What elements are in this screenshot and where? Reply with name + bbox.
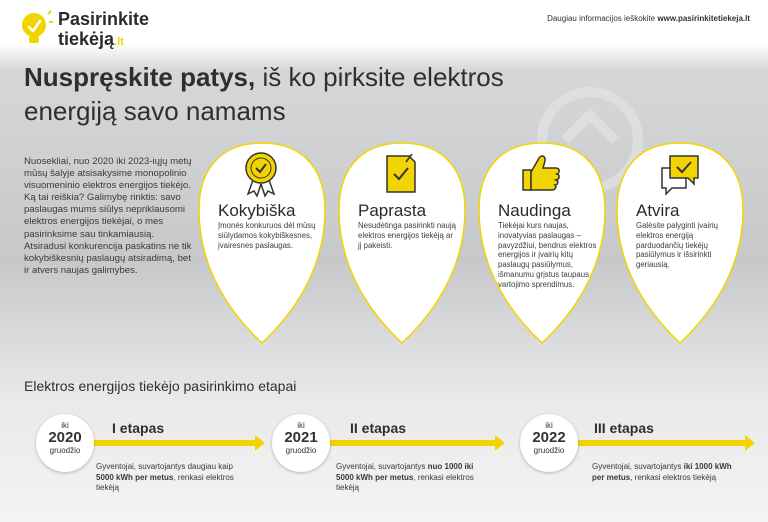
stage-2-label: II etapas [350, 420, 407, 436]
header-info: Daugiau informacijos ieškokite www.pasirinkitetiekeja.lt [547, 14, 750, 23]
stage-1-text: Gyventojai, suvartojantys daugiau kaip 5000 kWh per metus, renkasi elektros tiekėją [96, 462, 234, 492]
lightbulb-logo-icon [18, 10, 54, 48]
stage-1-date: iki 2020 gruodžio [36, 414, 94, 472]
intro-paragraph: Nuosekliai, nuo 2020 iki 2023-iųjų metų mūsų šalyje atsisakysime monopolinio visuomeninio elektros energijos tiekėjo. Ką tai reiškia? Galimybę rinktis: savo paslaugas mums siūlys nepriklausomi elektros energijos tiekėjai, o mes pasirinksime sau tinkamiausią. Atsiradusi konkurencija paskatins ne tik kokybiškesnių paslaugų atsiradimą, bet ir atvers naujas galimybes. [24, 156, 192, 276]
stage-3-date: iki 2022 gruodžio [520, 414, 578, 472]
card-title: Atvira [636, 201, 680, 220]
medal-check-icon [236, 148, 286, 198]
page-title-line2: energiją savo namams [24, 96, 286, 126]
logo-text-2: tiekėją.lt [58, 29, 124, 49]
stage-3-text: Gyventojai, suvartojantys iki 1000 kWh per metus, renkasi elektros tiekėją [592, 462, 732, 482]
card-text: Tiekėjai kurs naujas, inovatyvias paslaugas – pavyzdžiui, bendrus elektros energijos ir įvairių kitų paslaugų pasiūlymus, išmanumu grįstus taupaus vartojimo sprendimus. [498, 221, 597, 289]
stages-title: Elektros energijos tiekėjo pasirinkimo etapai [24, 378, 297, 394]
logo-text: Pasirinkite [58, 9, 150, 29]
document-check-icon [376, 148, 426, 198]
stage-1-label: I etapas [112, 420, 165, 436]
card-text: Įmonės konkuruos dėl mūsų siūlydamos kokybiškesnes, įvairesnes paslaugas. [218, 221, 316, 250]
card-atvira [614, 140, 746, 346]
card-text: Galėsite palyginti įvairių elektros energiją parduodančių tiekėjų pasiūlymus ir išsirinkti geriausią. [636, 221, 718, 270]
website-link[interactable]: www.pasirinkitetiekeja.lt [657, 14, 750, 23]
stage-2-text: Gyventojai, suvartojantys nuo 1000 iki 5000 kWh per metus, renkasi elektros tiekėją [336, 462, 474, 492]
card-title: Naudinga [498, 201, 571, 220]
stage-2-date: iki 2021 gruodžio [272, 414, 330, 472]
card-title: Paprasta [358, 201, 427, 220]
chat-check-icon [654, 148, 704, 198]
card-title: Kokybiška [218, 201, 296, 220]
card-kokybiska [196, 140, 328, 346]
card-text: Nesudėtinga pasirinkti naują elektros energijos tiekėją ar jį pakeisti. [358, 221, 456, 250]
stage-3-label: III etapas [594, 420, 654, 436]
page-title: Nuspręskite patys, iš ko pirksite elektros [24, 62, 504, 92]
thumbs-up-icon [516, 148, 566, 198]
card-naudinga [476, 140, 608, 346]
card-paprasta [336, 140, 468, 346]
